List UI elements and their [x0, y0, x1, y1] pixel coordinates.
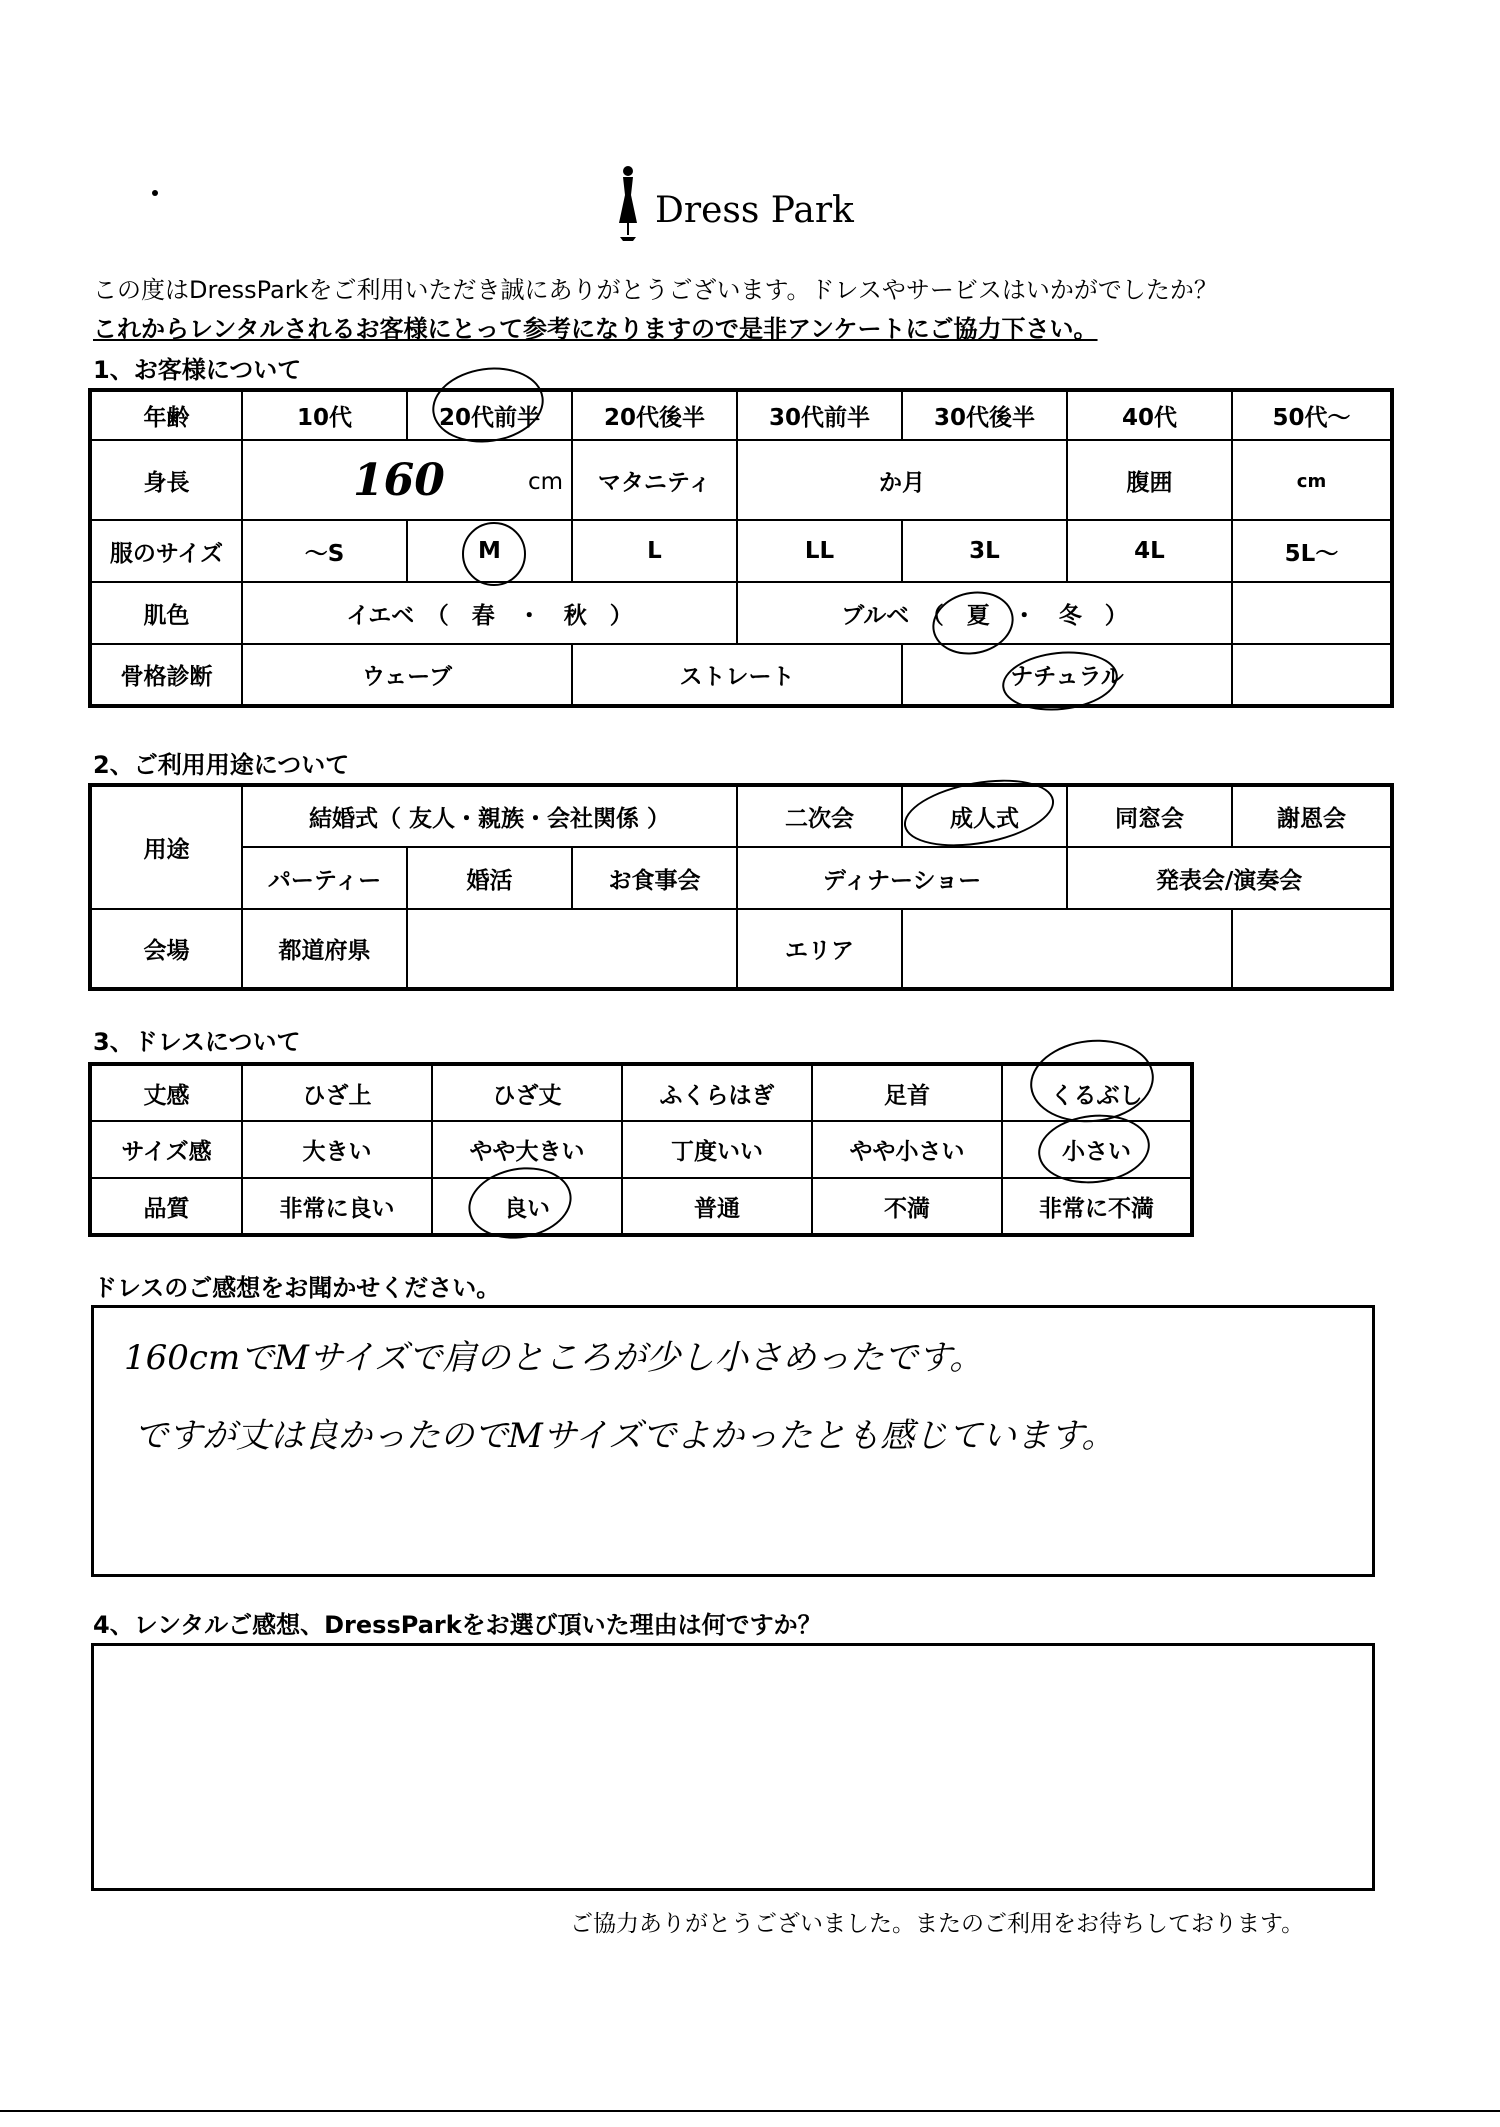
quality-option[interactable]: 普通 — [622, 1178, 812, 1235]
purpose-option[interactable]: パーティー — [242, 847, 407, 909]
age-option[interactable]: 30代前半 — [737, 390, 902, 440]
quality-option[interactable]: 良い — [432, 1178, 622, 1235]
customer-table — [88, 388, 1394, 708]
dress-comment-box[interactable] — [91, 1305, 1375, 1577]
dress-table — [88, 1062, 1194, 1237]
intro-line-1: この度はDressParkをご利用いただき誠にありがとうございます。ドレスやサービスはいかがでしたか？ — [93, 276, 1218, 304]
usage-table — [88, 783, 1394, 991]
length-option[interactable]: ひざ上 — [242, 1064, 432, 1121]
speck — [152, 190, 158, 196]
age-option[interactable]: 20代後半 — [572, 390, 737, 440]
size-option[interactable]: 3L — [902, 520, 1067, 582]
length-option[interactable]: ひざ丈 — [432, 1064, 622, 1121]
comment-line-2: ですが丈は良かったのでMサイズでよかったとも感じています。 — [134, 1416, 1116, 1456]
height-field[interactable] — [242, 440, 572, 520]
height-unit: cm — [527, 469, 563, 495]
waist-unit: cm — [1296, 471, 1327, 492]
fit-option[interactable]: やや大きい — [432, 1121, 622, 1178]
fit-option[interactable]: 小さい — [1002, 1121, 1192, 1178]
height-value: 160 — [353, 455, 445, 506]
height-row — [90, 440, 1392, 520]
fit-option[interactable]: 大きい — [242, 1121, 432, 1178]
length-option[interactable]: 足首 — [812, 1064, 1002, 1121]
age-row — [90, 390, 1392, 440]
purpose-row-2 — [90, 847, 1392, 909]
waist-field[interactable] — [1232, 440, 1392, 520]
length-option[interactable]: ふくらはぎ — [622, 1064, 812, 1121]
length-label: 丈感 — [90, 1064, 242, 1121]
section-4-title: 4、レンタルご感想、DressParkをお選び頂いた理由は何ですか？ — [93, 1611, 822, 1639]
purpose-row-1 — [90, 785, 1392, 847]
skeleton-option[interactable]: ウェーブ — [242, 644, 572, 706]
bottom-rule — [0, 2110, 1500, 2112]
size-label: 服のサイズ — [90, 520, 242, 582]
size-option[interactable]: 5L～ — [1232, 520, 1392, 582]
purpose-option[interactable]: 二次会 — [737, 785, 902, 847]
fit-option[interactable]: 丁度いい — [622, 1121, 812, 1178]
height-label: 身長 — [90, 440, 242, 520]
age-option[interactable]: 50代～ — [1232, 390, 1392, 440]
age-option[interactable]: 40代 — [1067, 390, 1232, 440]
purpose-option[interactable]: 同窓会 — [1067, 785, 1232, 847]
purpose-option[interactable]: お食事会 — [572, 847, 737, 909]
quality-row — [90, 1178, 1192, 1235]
venue-row — [90, 909, 1392, 989]
quality-option[interactable]: 不満 — [812, 1178, 1002, 1235]
comment-line-1: 160cmでMサイズで肩のところが少し小さめったです。 — [124, 1338, 984, 1378]
section-1-title: 1、お客様について — [93, 356, 302, 384]
comment-prompt: ドレスのご感想をお聞かせください。 — [93, 1274, 501, 1302]
brand-logo-text: Dress Park — [655, 190, 854, 231]
skeleton-label: 骨格診断 — [90, 644, 242, 706]
quality-option[interactable]: 非常に不満 — [1002, 1178, 1192, 1235]
length-option[interactable]: くるぶし — [1002, 1064, 1192, 1121]
size-option[interactable]: LL — [737, 520, 902, 582]
venue-label: 会場 — [90, 909, 242, 989]
intro-line-2: これからレンタルされるお客様にとって参考になりますので是非アンケートにご協力下さい。 — [93, 315, 1098, 343]
purpose-option[interactable]: 発表会/演奏会 — [1067, 847, 1392, 909]
section-2-title: 2、ご利用用途について — [93, 751, 350, 779]
skin-label: 肌色 — [90, 582, 242, 644]
skeleton-option[interactable]: ナチュラル — [902, 644, 1232, 706]
skin-blue-base[interactable]: ブルベ （ 夏 ・ 冬 ） — [737, 582, 1232, 644]
size-option[interactable]: M — [407, 520, 572, 582]
size-option[interactable]: L — [572, 520, 737, 582]
rental-comment-box[interactable] — [91, 1643, 1375, 1891]
purpose-option[interactable]: 謝恩会 — [1232, 785, 1392, 847]
purpose-option[interactable]: ディナーショー — [737, 847, 1067, 909]
skeleton-option[interactable]: ストレート — [572, 644, 902, 706]
age-label: 年齢 — [90, 390, 242, 440]
skin-row — [90, 582, 1392, 644]
size-option[interactable]: 4L — [1067, 520, 1232, 582]
fit-label: サイズ感 — [90, 1121, 242, 1178]
prefecture-label: 都道府県 — [242, 909, 407, 989]
section-3-title: 3、ドレスについて — [93, 1028, 301, 1056]
purpose-option[interactable]: 結婚式（ 友人・親族・会社関係 ） — [242, 785, 737, 847]
skin-yellow-base[interactable]: イエベ （ 春 ・ 秋 ） — [242, 582, 737, 644]
purpose-label: 用途 — [90, 785, 242, 909]
skeleton-row — [90, 644, 1392, 706]
footer-thanks: ご協力ありがとうございました。またのご利用をお待ちしております。 — [570, 1911, 1305, 1937]
waist-label: 腹囲 — [1067, 440, 1232, 520]
age-option[interactable]: 10代 — [242, 390, 407, 440]
size-row — [90, 520, 1392, 582]
fit-row — [90, 1121, 1192, 1178]
size-option[interactable]: ～S — [242, 520, 407, 582]
maternity-unit: か月 — [879, 469, 925, 496]
quality-label: 品質 — [90, 1178, 242, 1235]
age-option[interactable]: 20代前半 — [407, 390, 572, 440]
purpose-option[interactable]: 成人式 — [902, 785, 1067, 847]
prefecture-field[interactable] — [407, 909, 737, 989]
length-row — [90, 1064, 1192, 1121]
maternity-label: マタニティ — [572, 440, 737, 520]
quality-option[interactable]: 非常に良い — [242, 1178, 432, 1235]
area-label: エリア — [737, 909, 902, 989]
age-option[interactable]: 30代後半 — [902, 390, 1067, 440]
maternity-field[interactable] — [737, 440, 1067, 520]
purpose-option[interactable]: 婚活 — [407, 847, 572, 909]
area-field[interactable] — [902, 909, 1232, 989]
size-selection-circle — [462, 522, 526, 586]
fit-option[interactable]: やや小さい — [812, 1121, 1002, 1178]
